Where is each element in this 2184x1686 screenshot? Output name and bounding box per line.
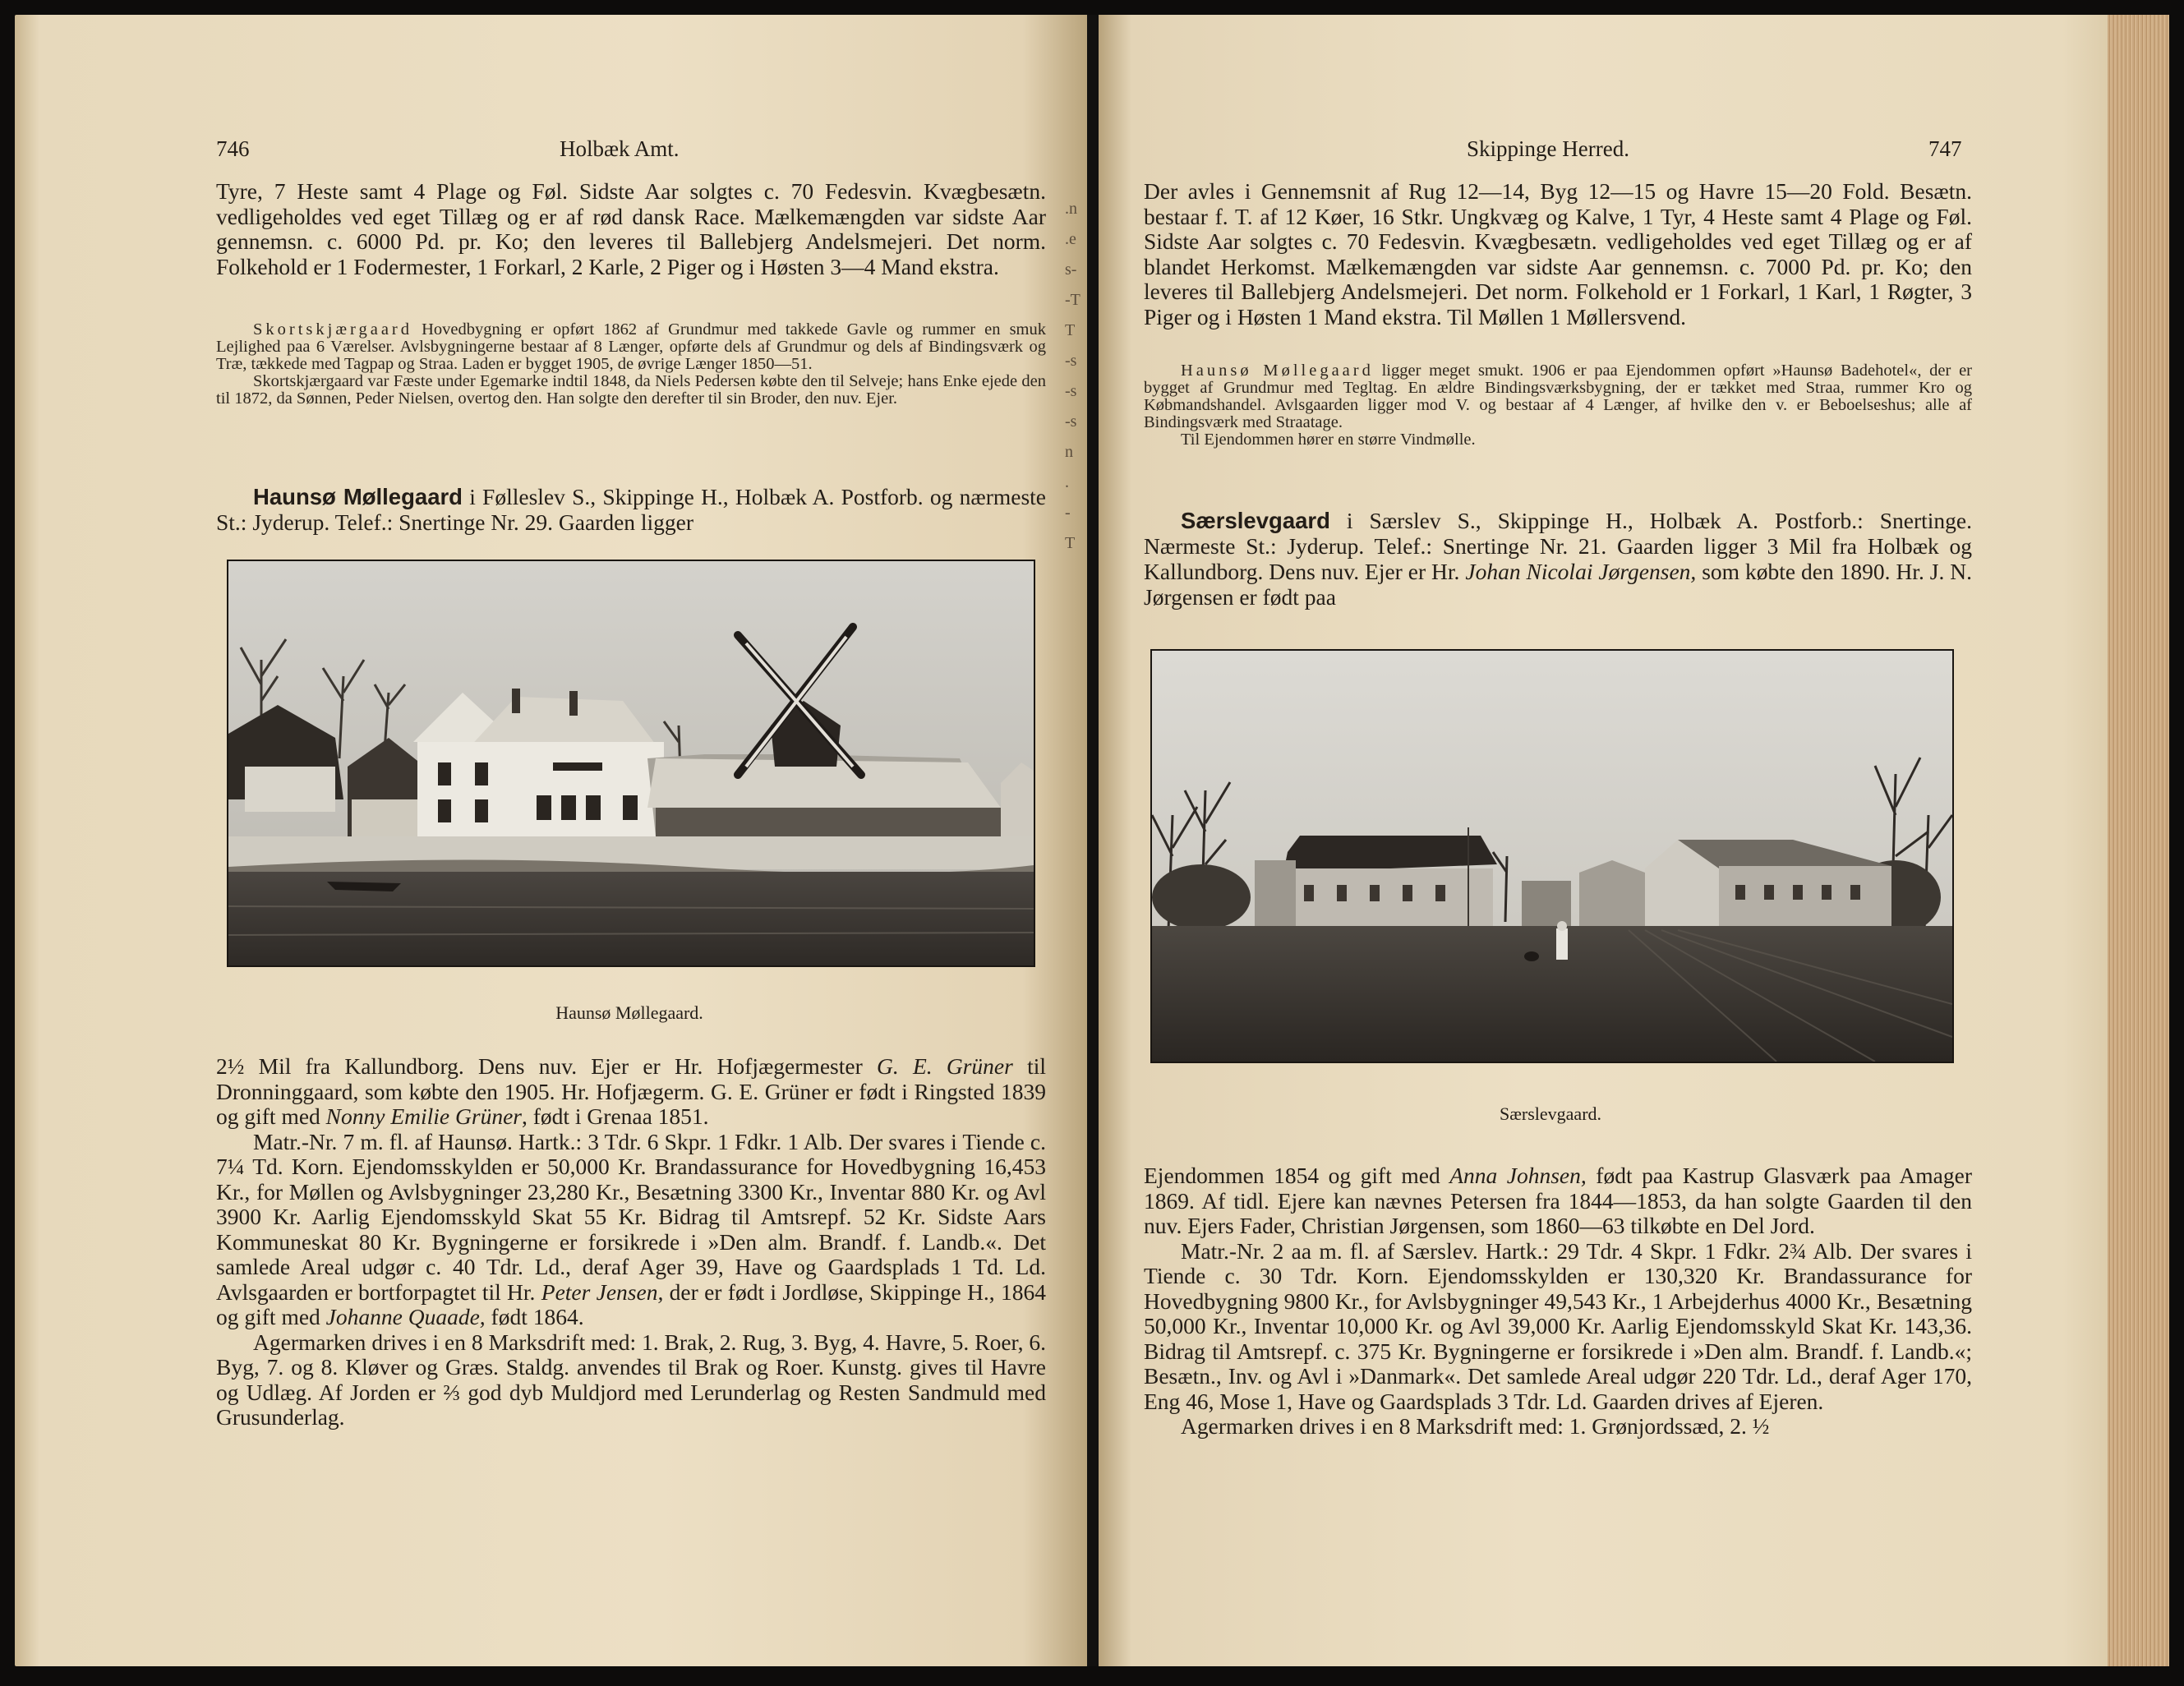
running-head-right: Skippinge Herred.: [1467, 136, 1629, 161]
right-top-paragraph: Der avles i Gennemsnit af Rug 12—14, Byg 12—15 og Havre 15—20 Fold. Besætn. bestaar f. T. af 12 Køer, 16 Stkr. Ungkvæg og Kalve, 1 Tyr, 4 Heste samt 4 Plage og Føl. Sidste Aar solgtes c. 70 Fedesvin. Kvægbesætn. vedligeholdes ved eget Tillæg og er af blandet Herkomst. Mælkemængden var sidste Aar gennemsn. c. 7000 Pd. pr. Ko; den leveres til Ballebjerg Andelsmejeri. Det norm. Folkehold er 1 Forkarl, 1 Karl, 1 Røgter, 3 Piger og i Høsten 1 Mand ekstra. Til Møllen 1 Møllersvend.: [1144, 178, 1972, 329]
photo-caption-saerslev: Særslevgaard.: [1499, 1103, 1602, 1124]
left-top-paragraph: Tyre, 7 Heste samt 4 Plage og Føl. Sidste Aar solgtes c. 70 Fedesvin. Kvægbesætn. vedligeholdes ved eget Tillæg og er af rød dansk Race. Mælkemængden var sidste Aar gennemsn. c. 6000 Pd. pr. Ko; den leveres til Ballebjerg Andelsmejeri. Det norm. Folkehold er 1 Fodermester, 1 Forkarl, 2 Karle, 2 Piger og i Høsten 3—4 Mand ekstra.: [216, 178, 1046, 279]
left-page: [15, 15, 1087, 1666]
right-owner-text-1: Ejendommen 1854 og gift med: [1144, 1163, 1450, 1188]
bleed-char: s-: [1065, 260, 1077, 279]
photo-saerslevgaard: [1150, 649, 1954, 1063]
left-entry-intro: i Følleslev S., Skippinge H., Holbæk A. Postforb. og nærmeste St.: Jyderup. Telef.: Snertinge Nr. 29. Gaarden ligger: [216, 484, 1046, 535]
photo-haunso-mollegaard: [227, 560, 1035, 967]
page-number-left: 746: [216, 136, 250, 161]
bleed-char: -s: [1065, 382, 1077, 400]
windmill-farm-image: [228, 561, 1034, 965]
book-gutter: [1087, 15, 1099, 1666]
bleed-char: .: [1065, 473, 1069, 491]
bleed-char: T: [1065, 534, 1076, 552]
left-property-text-1: Matr.-Nr. 7 m. fl. af Haunsø. Hartk.: 3 Tdr. 6 Skpr. 1 Fdkr. 1 Alb. Der svares i Tiende c. 7¼ Td. Korn. Ejendomsskylden er 50,000 Kr. Brandassurance for Hovedbygning 16,453 Kr., for Møllen og Avlsbygninger 23,280 Kr., Besætning 3300 Kr., Inventar 880 Kr. og Avl 3900 Kr. Aarlig Ejendomsskyld Skat 55 Kr. Bidrag til Amtsrepf. 52 Kr. Sidste Aars Kommuneskat 80 Kr. Bygningerne er forsikrede i »Den alm. Brandf. f. Landb.«. Det samlede Areal udgør c. 40 Tdr. Ld., deraf Ager 39, Have og Gaardsplads 1 Td. Ld. Avlsgaarden er bortforpagtet til Hr.: [216, 1128, 1046, 1305]
bleed-char: -: [1065, 504, 1071, 522]
right-entry-intro-2: som købte den 1890. Hr. J. N. Jørgensen er født paa: [1144, 559, 1972, 610]
left-owner-wife: Nonny Emilie Grüner: [325, 1103, 522, 1129]
bleed-char: -s: [1065, 412, 1077, 431]
left-note-name: Skortskjærgaard: [253, 320, 413, 339]
left-property-text-2: der er født i Jordløse, Skippinge H., 1864 og gift med: [216, 1278, 1047, 1329]
bleed-char: T: [1065, 321, 1076, 339]
right-entry-owner: Johan Nicolai Jørgensen,: [1465, 559, 1697, 584]
bleed-char: -T: [1065, 291, 1080, 309]
bleed-char: n: [1065, 443, 1073, 461]
bleed-through-margin: [1065, 194, 1087, 559]
left-property-paragraph: [216, 1130, 1046, 1330]
right-owner-wife: Anna Johnsen,: [1449, 1163, 1587, 1188]
left-property-text-3: født 1864.: [485, 1304, 584, 1329]
right-body: [1144, 1163, 1972, 1440]
right-crop-paragraph: Agermarken drives i en 8 Marksdrift med: 1. Grønjordssæd, 2. ½: [1181, 1413, 1770, 1439]
left-owner-name: G. E. Grüner: [876, 1053, 1013, 1079]
photo-caption-haunso: Haunsø Møllegaard.: [555, 1002, 703, 1023]
right-note-block: [1144, 362, 1972, 449]
right-note-windmill: Til Ejendommen hører en større Vindmølle.: [1181, 431, 1476, 449]
right-note-text: ligger meget smukt. 1906 er paa Ejendommen opført »Haunsø Badehotel«, der er bygget af Grundmur med Tegltag. En ældre Bindingsværksbygning, der er tækket med Straa, rummer Kro og Købmandshandel. Avlsgaarden ligger mod V. og bestaar af 4 Længer, af hvilke den v. er Beboelseshus; alle af Bindingsværk med Straatage.: [1144, 362, 1972, 431]
left-owner-text-3: , født i Grenaa 1851.: [521, 1103, 709, 1129]
left-owner-text-2: til Dronninggaard, som købte den 1905. Hr. Hofjægerm. G. E. Grüner er født i Ringsted 1839 og gift med: [216, 1053, 1046, 1129]
left-tenant-wife: Johanne Quaade,: [325, 1304, 486, 1329]
left-owner-text-1: 2½ Mil fra Kallundborg. Dens nuv. Ejer er Hr. Hofjægermester: [216, 1053, 877, 1079]
right-owner-text-2: født paa Kastrup Glasværk paa Amager 1869. Af tidl. Ejere kan nævnes Petersen fra 1844—1853, da han solgte Gaarden til den nuv. Ejers Fader, Christian Jørgensen, som 1860—63 tilkøbte en Del Jord.: [1144, 1163, 1972, 1238]
left-body: [216, 1054, 1046, 1430]
left-owner-paragraph: [216, 1054, 1046, 1130]
left-tenant-name: Peter Jensen,: [541, 1278, 664, 1305]
book-fore-edge: [2108, 15, 2169, 1666]
page-number-right: 747: [1928, 136, 1962, 161]
right-entry-name: Særslevgaard: [1181, 508, 1330, 533]
left-entry-name: Haunsø Møllegaard: [253, 484, 463, 509]
bleed-char: .n: [1065, 200, 1077, 218]
left-note-history: Skortskjærgaard var Fæste under Egemarke indtil 1848, da Niels Pedersen købte den til Selveje; hans Enke ejede den til 1872, da Sønnen, Peder Nielsen, overtog den. Han solgte den derefter til sin Broder, den nuv. Ejer.: [216, 372, 1046, 408]
right-owner-paragraph: [1144, 1163, 1972, 1239]
left-crop-paragraph: Agermarken drives i en 8 Marksdrift med: 1. Brak, 2. Rug, 3. Byg, 4. Havre, 5. Roer, 6. Byg, 7. og 8. Kløver og Græs. Staldg. anvendes til Brak og Roer. Kunstg. gives til Havre og Udlæg. Af Jorden er ⅔ god dyb Muldjord med Lerunderlag og Resten Sandmuld med Grusunderlag.: [216, 1329, 1046, 1430]
right-note-name: Haunsø Møllegaard: [1181, 362, 1374, 380]
right-page: [1099, 15, 2169, 1666]
left-note-text: Hovedbygning er opført 1862 af Grundmur med takkede Gavle og rummer en smuk Lejlighed paa 6 Værelser. Avlsbygningerne bestaar af 8 Længer, opførte dels af Grundmur og dels af Bindingsværk og Træ, tækkede med Tagpap og Straa. Laden er bygget 1905, de øvrige Længer 1850—51.: [216, 320, 1046, 373]
bleed-char: -s: [1065, 352, 1077, 370]
running-head-left: Holbæk Amt.: [560, 136, 680, 161]
right-entry-paragraph: [1144, 508, 1972, 610]
left-entry-heading: [216, 484, 1046, 535]
right-property-paragraph: Matr.-Nr. 2 aa m. fl. af Særslev. Hartk.: 29 Tdr. 4 Skpr. 1 Fdkr. 2¾ Alb. Der svares i Tiende c. 30 Tdr. Korn. Ejendomsskylden er 130,320 Kr. Brandassurance for Hovedbygning 9800 Kr., for Avlsbygninger 49,543 Kr., 1 Arbejderhus 4000 Kr., Besætning 50,000 Kr., Inventar 10,000 Kr. og Avl 39,000 Kr. Aarlig Ejendomsskyld Skat Kr. 143,36. Bidrag til Amtsrepf. c. 375 Kr. Bygningerne er forsikrede i »Den alm. Brandf. f. Landb.«; Besætn., Inv. og Avl i »Danmark«. Det samlede Areal udgør 220 Tdr. Ld., deraf Ager 170, Eng 46, Mose 1, Have og Gaardsplads 3 Tdr. Ld. Gaarden drives af Ejeren.: [1144, 1237, 1972, 1414]
right-entry-intro-1: i Særslev S., Skippinge H., Holbæk A. Postforb.: Snertinge. Nærmeste St.: Jyderup. Telef.: Snertinge Nr. 21. Gaarden ligger 3 Mil fra Holbæk og Kallundborg. Dens nuv. Ejer er Hr.: [1144, 508, 1972, 584]
farmstead-image: [1152, 651, 1952, 1062]
bleed-char: .e: [1065, 230, 1076, 248]
left-note-block: [216, 321, 1046, 408]
